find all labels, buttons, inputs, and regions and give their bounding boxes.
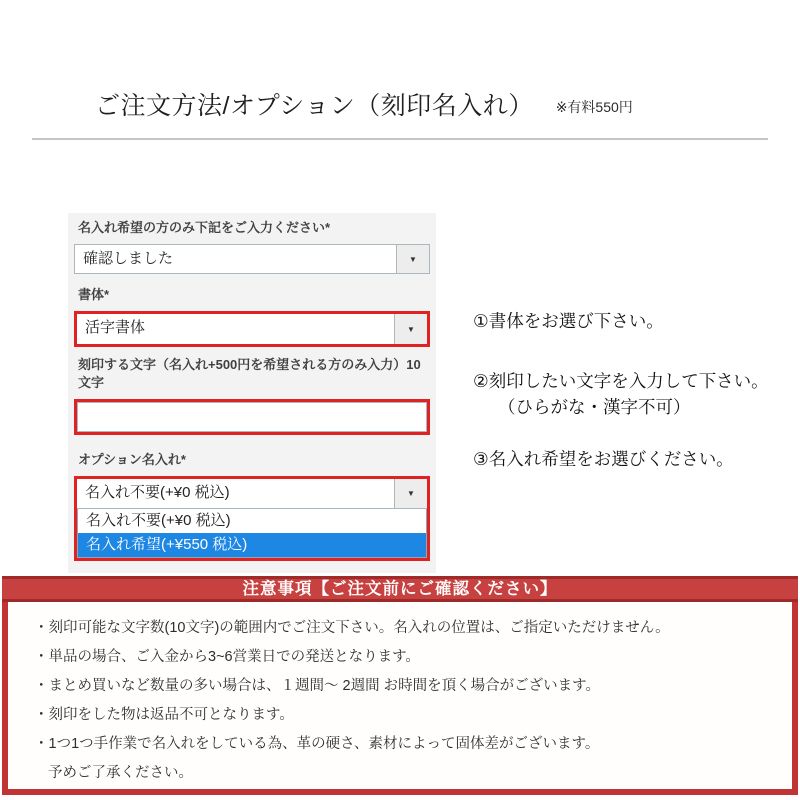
instruction-steps <box>473 310 793 470</box>
page-title: ご注文方法/オプション（刻印名入れ） <box>95 92 534 120</box>
option-item-no-engraving[interactable]: 名入れ不要(+¥0 税込) <box>86 512 231 529</box>
engraving-input-highlight <box>74 399 430 435</box>
instruction-step-2: ②刻印したい文字を入力して下さい。 <box>473 371 769 391</box>
instruction-step-3: ③名入れ希望をお選びください。 <box>473 449 734 469</box>
caution-item: ・単品の場合、ご入金から3~6営業日での発送となります。 <box>34 649 420 665</box>
font-select-highlight <box>74 311 430 347</box>
caution-section <box>2 576 798 795</box>
caution-item: ・刻印をした物は返品不可となります。 <box>34 707 294 723</box>
engraving-text-label: 刻印する文字（名入れ+500円を希望される方のみ入力）10文字 <box>78 357 421 390</box>
caution-item: ・まとめ買いなど数量の多い場合は、１週間〜 2週間 お時間を頂く場合がございます。 <box>34 678 600 694</box>
caution-item: ・刻印可能な文字数(10文字)の範囲内でご注文下さい。名入れの位置は、ご指定いただけません。 <box>34 620 670 636</box>
fee-note: ※有料550円 <box>555 99 633 115</box>
option-item-engraving[interactable]: 名入れ希望(+¥550 税込) <box>78 533 426 557</box>
option-field-label: オプション名入れ* <box>78 452 186 467</box>
instruction-step-2-note: （ひらがな・漢字不可） <box>498 397 691 417</box>
font-select[interactable] <box>77 314 427 344</box>
page-header <box>95 86 633 122</box>
font-field-label: 書体* <box>78 287 110 302</box>
caution-item-continuation: 予めご了承ください。 <box>48 765 193 781</box>
engraving-option-form <box>68 213 436 573</box>
confirm-field-label: 名入れ希望の方のみ下記をご入力ください* <box>78 220 331 235</box>
chevron-down-icon[interactable]: ▼ <box>394 314 427 344</box>
instruction-step-1: ①書体をお選び下さい。 <box>473 311 664 331</box>
caution-body <box>2 602 798 795</box>
font-select-value: 活字書体 <box>85 319 146 336</box>
option-dropdown-list <box>77 509 427 558</box>
option-select-value: 名入れ不要(+¥0 税込) <box>85 484 230 501</box>
chevron-down-icon[interactable]: ▼ <box>396 245 429 273</box>
chevron-down-icon[interactable]: ▼ <box>394 479 427 508</box>
engraving-text-input[interactable] <box>77 402 427 432</box>
caution-header: 注意事項【ご注文前にご確認ください】 <box>2 576 798 602</box>
option-select-highlight <box>74 476 430 561</box>
divider <box>32 138 768 140</box>
caution-item: ・1つ1つ手作業で名入れをしている為、革の硬さ、素材によって固体差がございます。 <box>34 736 600 752</box>
confirm-select-value: 確認しました <box>83 250 174 267</box>
option-select[interactable] <box>77 479 427 509</box>
confirm-select[interactable] <box>74 244 430 274</box>
